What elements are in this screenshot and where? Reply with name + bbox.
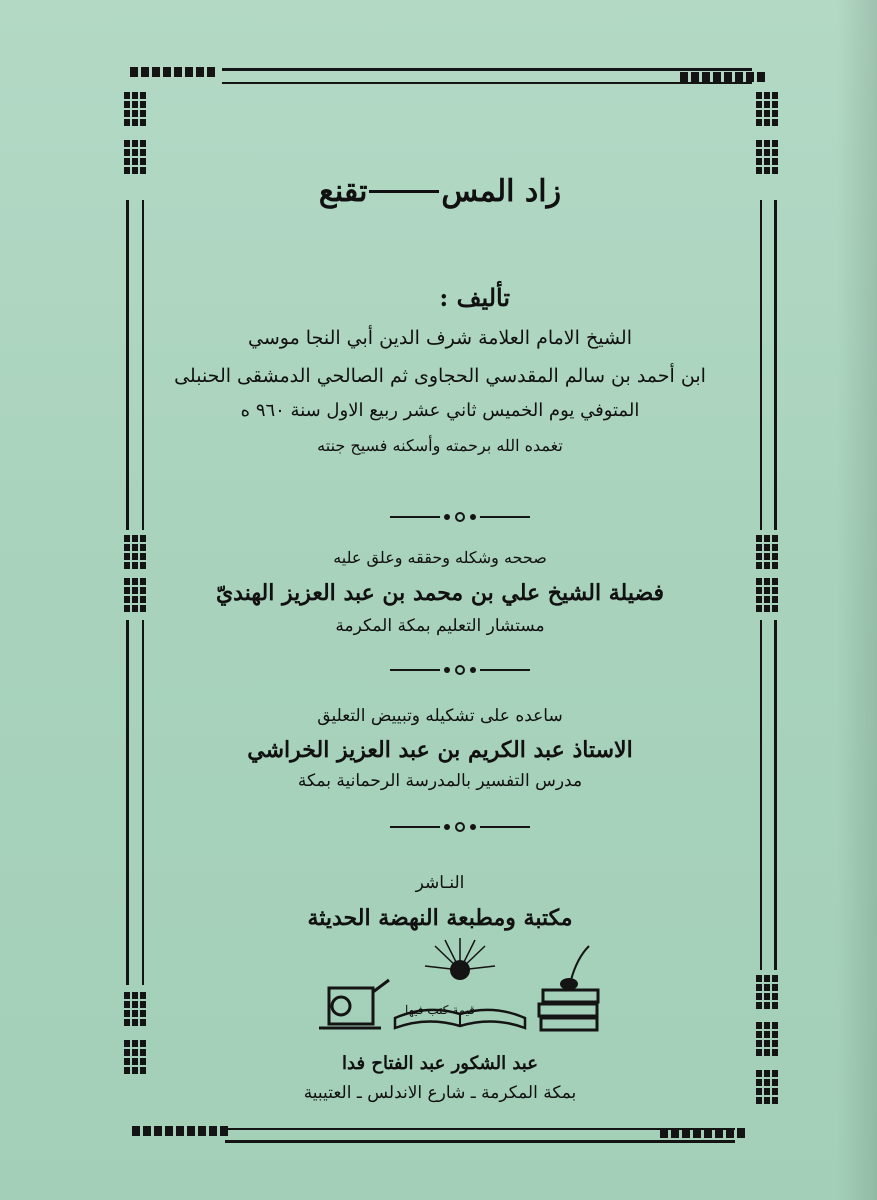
author-line-1: الشيخ الامام العلامة شرف الدين أبي النجا موسي (248, 327, 632, 349)
title-kashida (369, 190, 439, 193)
publisher-logo-motto: قيمة كتب فيها (404, 1003, 476, 1017)
book-title-part2: تقنع (318, 174, 368, 209)
publisher-logo-emblem (315, 918, 605, 1038)
author-line-2: ابن أحمد بن سالم المقدسي الحجاوى ثم الصالحي الدمشقى الحنبلى (174, 365, 706, 387)
editor-name: فضيلة الشيخ علي بن محمد بن عبد العزيز الهنديّ (215, 580, 665, 606)
editor-title: مستشار التعليم بمكة المكرمة (335, 616, 545, 636)
editor-role: صححه وشكله وحققه وعلق عليه (333, 548, 547, 567)
publisher-logo-text: مكتبة ومطبعة النهضة الحديثة (307, 905, 573, 931)
publisher-address: بمكة المكرمة ـ شارع الاندلس ـ العتيبية (303, 1083, 577, 1103)
ornamental-divider-2 (390, 663, 530, 677)
assistant-role: ساعده على تشكيله وتبييض التعليق (317, 706, 563, 726)
assistant-name: الاستاذ عبد الكريم بن عبد العزيز الخراشي (247, 737, 633, 763)
ornamental-divider-1 (390, 510, 530, 524)
book-title (160, 174, 720, 209)
author-label: تأليف : (439, 283, 510, 312)
author-death-date: المتوفي يوم الخميس ثاني عشر ربيع الاول سنة ٩٦٠ ه (240, 400, 640, 421)
publisher-label: النـاشر (415, 873, 465, 893)
publisher-name: عبد الشكور عبد الفتاح فدا (342, 1053, 538, 1074)
ornamental-divider-3 (390, 820, 530, 834)
assistant-title: مدرس التفسير بالمدرسة الرحمانية بمكة (297, 771, 583, 791)
author-prayer: تغمده الله برحمته وأسكنه فسيح جنته (317, 436, 563, 455)
page-edge-shadow (837, 0, 877, 1200)
title-page-content (160, 0, 720, 1200)
book-title-part1: زاد المس (441, 174, 562, 209)
